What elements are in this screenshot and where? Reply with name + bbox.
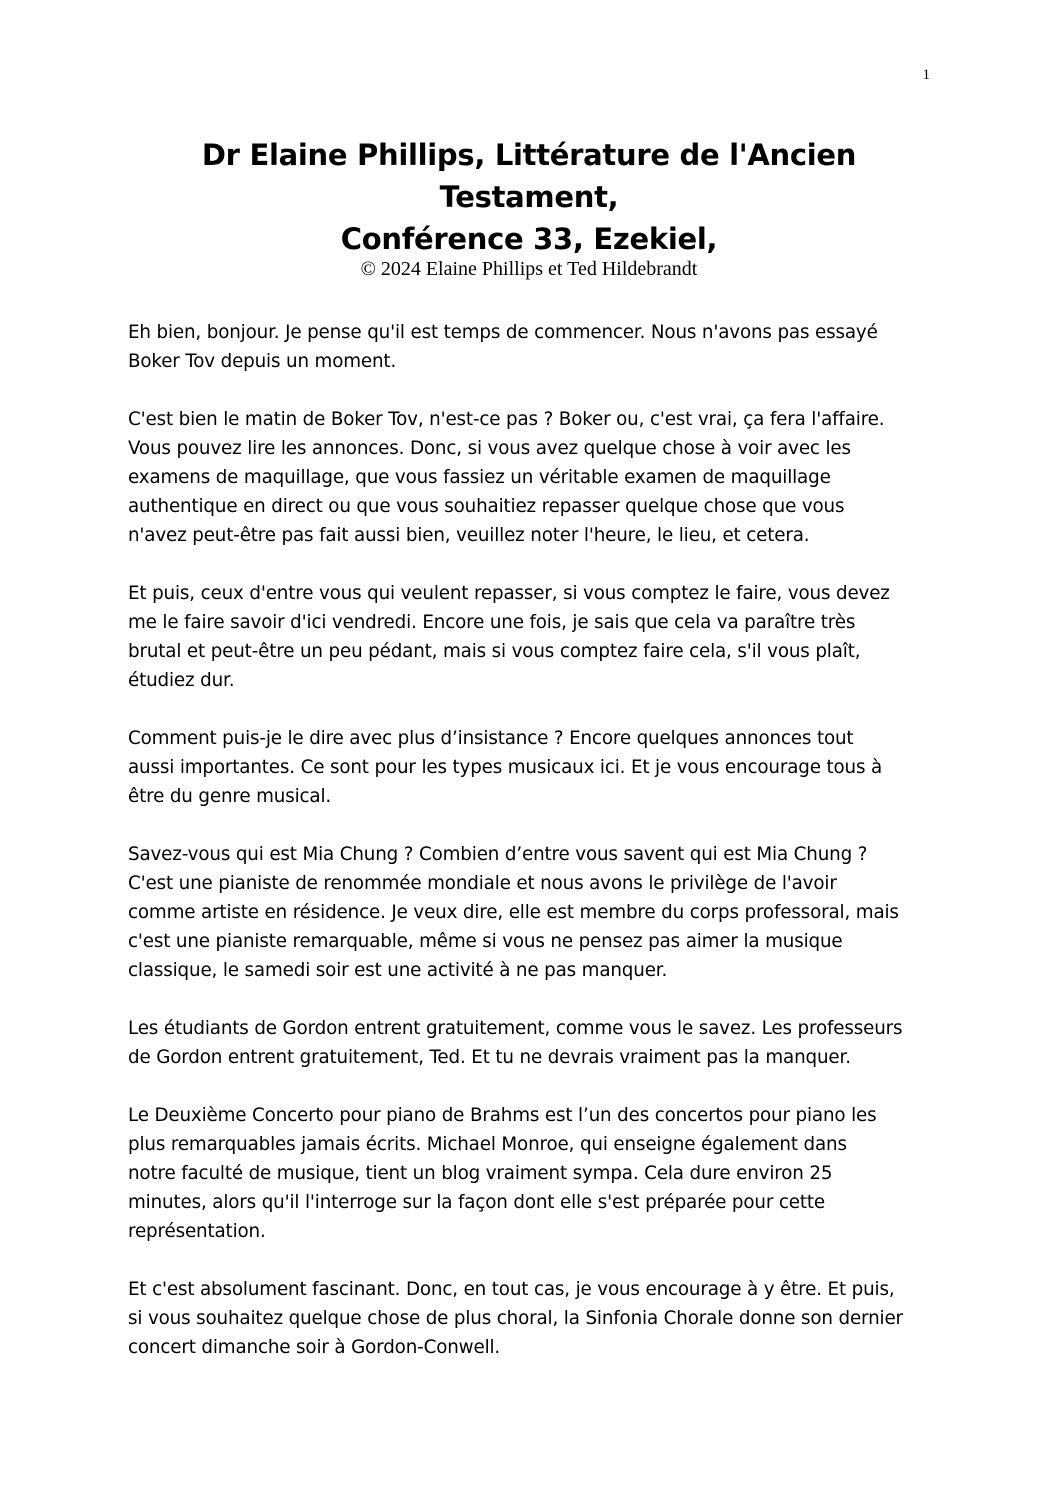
document-body: [128, 318, 918, 1391]
paragraph-line: Et c'est absolument fascinant. Donc, en tout cas, je vous encourage à y être. Et puis,: [128, 1279, 895, 1300]
page-number: 1: [922, 67, 930, 83]
paragraph: [128, 1101, 918, 1246]
paragraph: [128, 1014, 918, 1072]
paragraph-line: minutes, alors qu'il l'interroge sur la façon dont elle s'est préparée pour cette: [128, 1192, 826, 1213]
paragraph-line: authentique en direct ou que vous souhaitiez repasser quelque chose que vous: [128, 496, 845, 517]
paragraph-line: brutal et peut-être un peu pédant, mais si vous comptez faire cela, s'il vous plaît,: [128, 641, 861, 662]
paragraph-line: comme artiste en résidence. Je veux dire, elle est membre du corps professoral, mais: [128, 902, 899, 923]
paragraph-line: Le Deuxième Concerto pour piano de Brahms est l’un des concertos pour piano les: [128, 1105, 877, 1126]
paragraph-line: n'avez peut-être pas fait aussi bien, veuillez noter l'heure, le lieu, et cetera.: [128, 525, 810, 546]
paragraph-line: Les étudiants de Gordon entrent gratuitement, comme vous le savez. Les professeurs: [128, 1018, 903, 1039]
paragraph: [128, 840, 918, 985]
paragraph-line: me le faire savoir d'ici vendredi. Encore une fois, je sais que cela va paraître très: [128, 612, 856, 633]
copyright-line: © 2024 Elaine Phillips et Ted Hildebrandt: [360, 258, 698, 280]
paragraph-line: C'est bien le matin de Boker Tov, n'est-ce pas ? Boker ou, c'est vrai, ça fera l'affaire.: [128, 409, 885, 430]
paragraph-line: classique, le samedi soir est une activité à ne pas manquer.: [128, 960, 668, 981]
paragraph-line: étudiez dur.: [128, 670, 235, 691]
paragraph: [128, 1275, 918, 1362]
paragraph-line: examens de maquillage, que vous fassiez un véritable examen de maquillage: [128, 467, 831, 488]
paragraph-line: aussi importantes. Ce sont pour les types musicaux ici. Et je vous encourage tous à: [128, 757, 883, 778]
paragraph-line: concert dimanche soir à Gordon-Conwell.: [128, 1337, 501, 1358]
title-line: Dr Elaine Phillips, Littérature de l'Ancien: [201, 138, 857, 172]
paragraph-line: plus remarquables jamais écrits. Michael Monroe, qui enseigne également dans: [128, 1134, 847, 1155]
paragraph-line: Vous pouvez lire les annonces. Donc, si vous avez quelque chose à voir avec les: [128, 438, 851, 459]
paragraph-line: Boker Tov depuis un moment.: [128, 351, 397, 372]
paragraph-line: C'est une pianiste de renommée mondiale et nous avons le privilège de l'avoir: [128, 873, 837, 894]
document-header: [128, 134, 930, 280]
title-line: Conférence 33, Ezekiel,: [340, 222, 718, 256]
title-line: Testament,: [439, 180, 619, 214]
paragraph-line: représentation.: [128, 1221, 266, 1242]
paragraph-line: Et puis, ceux d'entre vous qui veulent repasser, si vous comptez le faire, vous devez: [128, 583, 890, 604]
paragraph-line: si vous souhaitez quelque chose de plus choral, la Sinfonia Chorale donne son dernier: [128, 1308, 903, 1329]
paragraph-line: c'est une pianiste remarquable, même si vous ne pensez pas aimer la musique: [128, 931, 843, 952]
paragraph: [128, 318, 918, 376]
paragraph: [128, 579, 918, 695]
paragraph-line: notre faculté de musique, tient un blog vraiment sympa. Cela dure environ 25: [128, 1163, 833, 1184]
paragraph: [128, 724, 918, 811]
paragraph-line: Comment puis-je le dire avec plus d’insistance ? Encore quelques annonces tout: [128, 728, 854, 749]
paragraph-line: Eh bien, bonjour. Je pense qu'il est temps de commencer. Nous n'avons pas essayé: [128, 322, 878, 343]
paragraph-line: Savez-vous qui est Mia Chung ? Combien d’entre vous savent qui est Mia Chung ?: [128, 844, 868, 865]
paragraph: [128, 405, 918, 550]
paragraph-line: de Gordon entrent gratuitement, Ted. Et tu ne devrais vraiment pas la manquer.: [128, 1047, 851, 1068]
paragraph-line: être du genre musical.: [128, 786, 332, 807]
